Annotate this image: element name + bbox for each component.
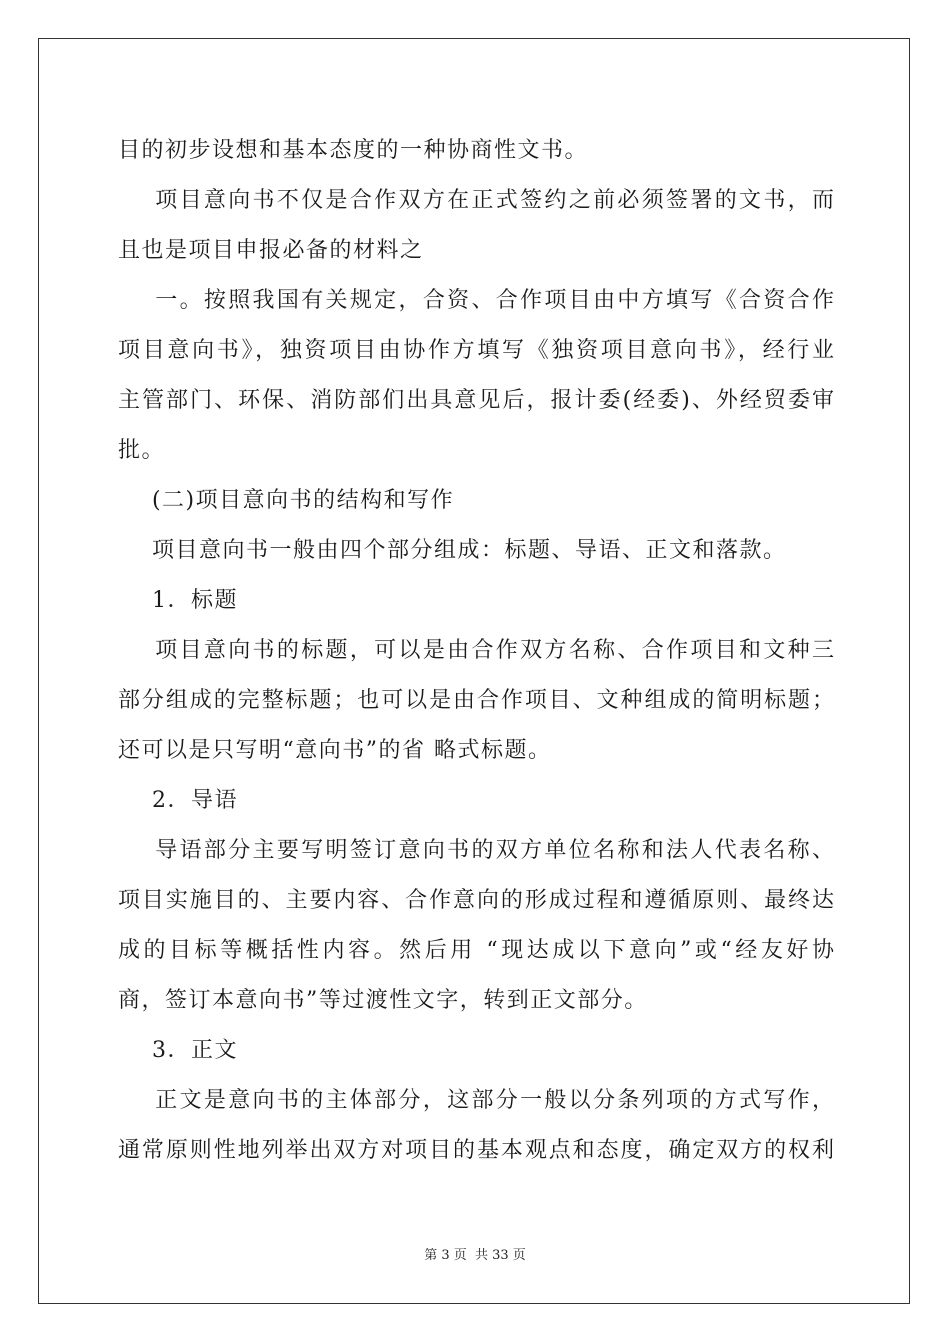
subsection-heading: 2．导语 bbox=[118, 788, 238, 813]
text-line: 项目意向书不仅是合作双方在正式签约之前必须签署的文书，而 bbox=[118, 188, 834, 213]
text-line: 商，签订本意向书”等过渡性文字，转到正文部分。 bbox=[118, 988, 648, 1013]
text-line: 导语部分主要写明签订意向书的双方单位名称和法人代表名称、 bbox=[118, 838, 834, 863]
section-heading: (二)项目意向书的结构和写作 bbox=[118, 488, 455, 513]
subsection-heading: 3．正文 bbox=[118, 1038, 238, 1063]
document-body bbox=[118, 126, 834, 1176]
text-line: 目的初步设想和基本态度的一种协商性文书。 bbox=[118, 138, 589, 163]
text-line: 项目意向书》，独资项目由协作方填写《独资项目意向书》，经行业 bbox=[118, 338, 834, 363]
subsection-heading: 1．标题 bbox=[118, 588, 238, 613]
text-line: 通常原则性地列举出双方对项目的基本观点和态度，确定双方的权利 bbox=[118, 1138, 834, 1163]
text-line: 部分组成的完整标题；也可以是由合作项目、文种组成的简明标题； bbox=[118, 688, 834, 713]
text-line: 成的目标等概括性内容。然后用 “现达成以下意向”或“经友好协 bbox=[118, 938, 834, 963]
text-line: 正文是意向书的主体部分，这部分一般以分条列项的方式写作， bbox=[118, 1088, 834, 1113]
text-line: 一。按照我国有关规定，合资、合作项目由中方填写《合资合作 bbox=[118, 288, 834, 313]
text-line: 还可以是只写明“意向书”的省 略式标题。 bbox=[118, 738, 552, 763]
text-line: 且也是项目申报必备的材料之 bbox=[118, 238, 424, 263]
text-line: 主管部门、环保、消防部们出具意见后，报计委(经委)、外经贸委审 bbox=[118, 388, 834, 413]
text-line: 批。 bbox=[118, 438, 166, 463]
text-line: 项目意向书一般由四个部分组成：标题、导语、正文和落款。 bbox=[118, 538, 787, 563]
text-line: 项目意向书的标题，可以是由合作双方名称、合作项目和文种三 bbox=[118, 638, 834, 663]
text-line: 项目实施目的、主要内容、合作意向的形成过程和遵循原则、最终达 bbox=[118, 888, 834, 913]
page-number: 第 3 页 共 33 页 bbox=[424, 1248, 526, 1263]
